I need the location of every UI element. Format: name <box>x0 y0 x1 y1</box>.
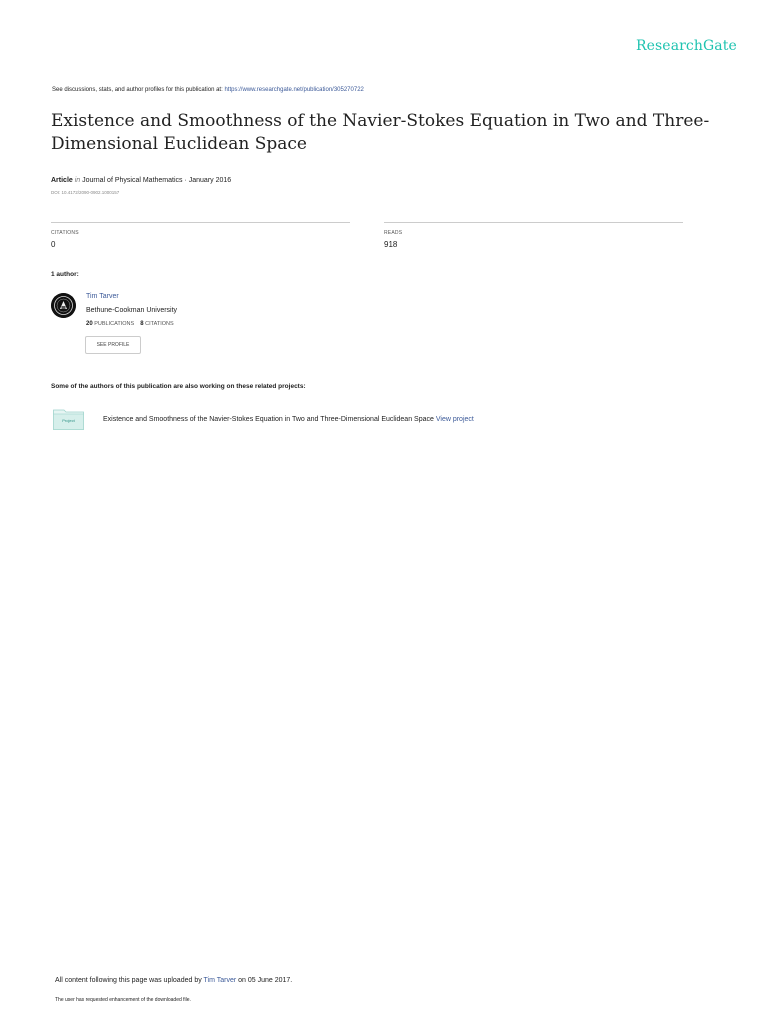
reads-label: READS <box>384 230 403 236</box>
journal-date: Journal of Physical Mathematics · January 2016 <box>80 177 232 184</box>
citations-value: 0 <box>51 240 56 249</box>
view-project-link[interactable]: View project <box>435 416 474 423</box>
article-meta <box>51 177 231 184</box>
related-project-item <box>103 416 474 423</box>
see-discussions-text: See discussions, stats, and author profiles for this publication at: <box>52 87 225 93</box>
related-projects-heading: Some of the authors of this publication are also working on these related projects: <box>51 383 306 390</box>
author-name-link[interactable]: Tim Tarver <box>86 293 119 300</box>
author-institution: Bethune-Cookman University <box>86 307 178 314</box>
reads-divider <box>384 222 683 223</box>
authors-heading: 1 author: <box>51 271 79 278</box>
author-citations-count: 8 <box>140 321 144 327</box>
upload-prefix: All content following this page was uploaded by <box>55 977 204 984</box>
project-icon-label: Project <box>62 418 75 423</box>
see-profile-button[interactable]: SEE PROFILE <box>85 336 141 354</box>
paper-title-line-2: Dimensional Euclidean Space <box>51 134 307 154</box>
in-word: in <box>74 177 81 184</box>
citations-divider <box>51 222 350 223</box>
project-folder-icon[interactable] <box>53 408 84 430</box>
enhancement-note: The user has requested enhancement of the downloaded file. <box>55 997 191 1003</box>
author-publications-label: PUBLICATIONS <box>94 321 135 327</box>
researchgate-logo[interactable]: ResearchGate <box>636 38 737 54</box>
upload-suffix: on 05 June 2017. <box>236 977 293 984</box>
publication-url-link[interactable]: https://www.researchgate.net/publication/305270722 <box>224 87 364 93</box>
author-citations-label: CITATIONS <box>145 321 174 327</box>
author-publications-count: 20 <box>86 321 93 327</box>
paper-title <box>51 110 731 156</box>
upload-notice <box>55 977 292 984</box>
doi-text: DOI: 10.4172/2090-0902.1000157 <box>51 190 120 195</box>
uploader-link[interactable]: Tim Tarver <box>203 977 237 984</box>
university-seal-icon[interactable] <box>51 293 76 318</box>
citations-label: CITATIONS <box>51 230 79 236</box>
article-type: Article <box>51 177 73 184</box>
author-stats <box>86 321 174 327</box>
project-title: Existence and Smoothness of the Navier-Stokes Equation in Two and Three-Dimensional Euclidean Space <box>103 416 434 423</box>
paper-title-line-1: Existence and Smoothness of the Navier-Stokes Equation in Two and Three- <box>51 111 710 131</box>
publication-url-line <box>52 87 364 93</box>
reads-value: 918 <box>384 240 398 249</box>
